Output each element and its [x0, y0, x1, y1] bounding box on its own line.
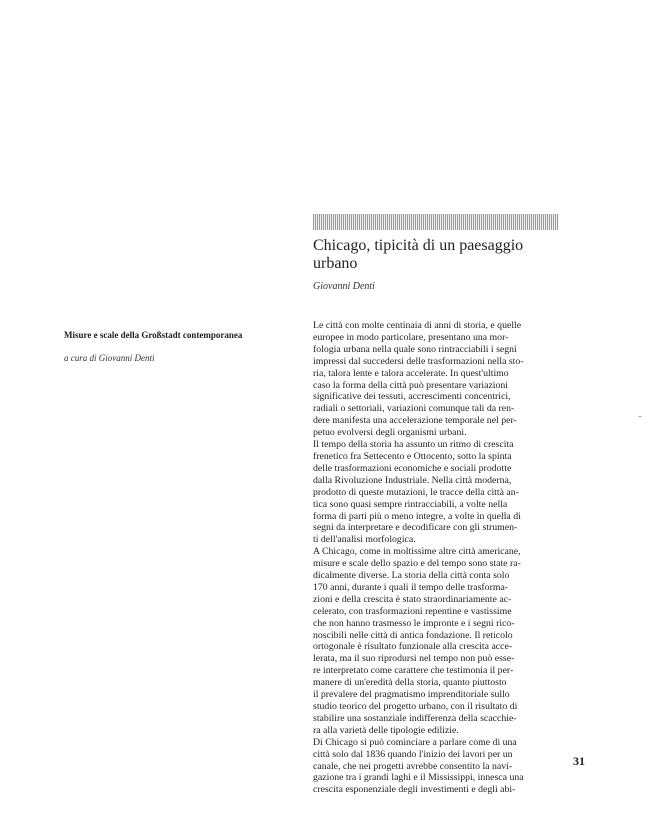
body-line: città solo dal 1836 quando l'inizio dei lavori per un: [313, 748, 513, 760]
body-line: segni da interpretare e decodificare con gli strumen-: [313, 522, 518, 534]
body-line: dalla Rivoluzione Industriale. Nella città moderna,: [313, 474, 512, 486]
series-curator: a cura di Giovanni Denti: [64, 353, 155, 363]
body-line: dicalmente diverse. La storia della città conta solo: [313, 570, 510, 582]
article-body: [313, 320, 561, 796]
page-number: 31: [573, 754, 585, 768]
article-author: Giovanni Denti: [313, 281, 375, 292]
body-line: Il tempo della storia ha assunto un ritmo di crescita: [313, 439, 514, 451]
body-line: impressi dal succedersi delle trasformazioni nella sto-: [313, 355, 524, 367]
body-line: prodotto di queste mutazioni, le tracce della città an-: [313, 486, 519, 498]
body-line: petuo evolversi degli organismi urbani.: [313, 427, 467, 439]
body-line: tica sono quasi sempre rintracciabili, a volte nella: [313, 498, 508, 510]
body-line: crescita esponenziale degli investimenti e degli abi-: [313, 784, 516, 796]
body-line: significative dei tessuti, accrescimenti concentrici,: [313, 391, 511, 403]
body-line: zioni e della crescita è stato straordinariamente ac-: [313, 593, 512, 605]
margin-mark: [638, 416, 642, 417]
body-line: forma di parti più o meno integre, a volte in quella di: [313, 510, 521, 522]
body-line: ortogonale è risultato funzionale alla crescita acce-: [313, 641, 513, 653]
body-line: ti dell'analisi morfologica.: [313, 534, 416, 546]
body-line: fologia urbana nella quale sono rintracciabili i segni: [313, 343, 517, 355]
body-line: gazione tra i grandi laghi e il Mississippi, innesca una: [313, 772, 524, 784]
body-line: noscibili nelle città di antica fondazione. Il reticolo: [313, 629, 513, 641]
body-line: Di Chicago si può cominciare a parlare come di una: [313, 736, 517, 748]
body-line: stabilire una sostanziale indifferenza della scacchie-: [313, 712, 517, 724]
body-line: caso la forma della città può presentare variazioni: [313, 379, 509, 391]
article-title: Chicago, tipicità di un paesaggio urbano: [313, 237, 524, 272]
body-line: manere di un'eredità della storia, quanto piuttosto: [313, 677, 507, 689]
body-line: lerata, ma il suo riprodursi nel tempo non può esse-: [313, 653, 515, 665]
body-line: canale, che nei progetti avrebbe consentito la navi-: [313, 760, 513, 772]
body-line: radiali o settoriali, variazioni comunque tali da ren-: [313, 403, 515, 415]
body-line: Le città con molte centinaia di anni di storia, e quelle: [313, 320, 522, 331]
title-decorative-band: [313, 214, 559, 230]
body-line: dere manifesta una accelerazione temporale nel per-: [313, 415, 517, 427]
body-line: ria, talora lente e talora accelerate. In quest'ultimo: [313, 367, 509, 379]
body-line: re interpretato come carattere che testimonia il per-: [313, 665, 514, 677]
body-line: frenetico fra Settecento e Ottocento, sotto la spinta: [313, 450, 512, 462]
body-line: il prevalere del pragmatismo imprenditoriale sullo: [313, 689, 510, 701]
body-line: A Chicago, come in moltissime altre città americane,: [313, 546, 521, 558]
body-line: misure e scale dello spazio e del tempo sono state ra-: [313, 558, 521, 570]
body-line: ra alla varietà delle tipologie edilizie.: [313, 724, 459, 736]
body-line: celerato, con trasformazioni repentine e vastissime: [313, 605, 512, 617]
body-line: europee in modo particolare, presentano una mor-: [313, 331, 509, 343]
body-line: studio teorico del progetto urbano, con il risultato di: [313, 701, 518, 712]
body-line: delle trasformazioni economiche e sociali prodotte: [313, 462, 512, 474]
series-title: Misure e scale della Großstadt contemporanea: [64, 330, 243, 340]
body-line: 170 anni, durante i quali il tempo delle trasforma-: [313, 581, 509, 593]
body-line: che non hanno trasmesso le impronte e i segni rico-: [313, 617, 515, 629]
